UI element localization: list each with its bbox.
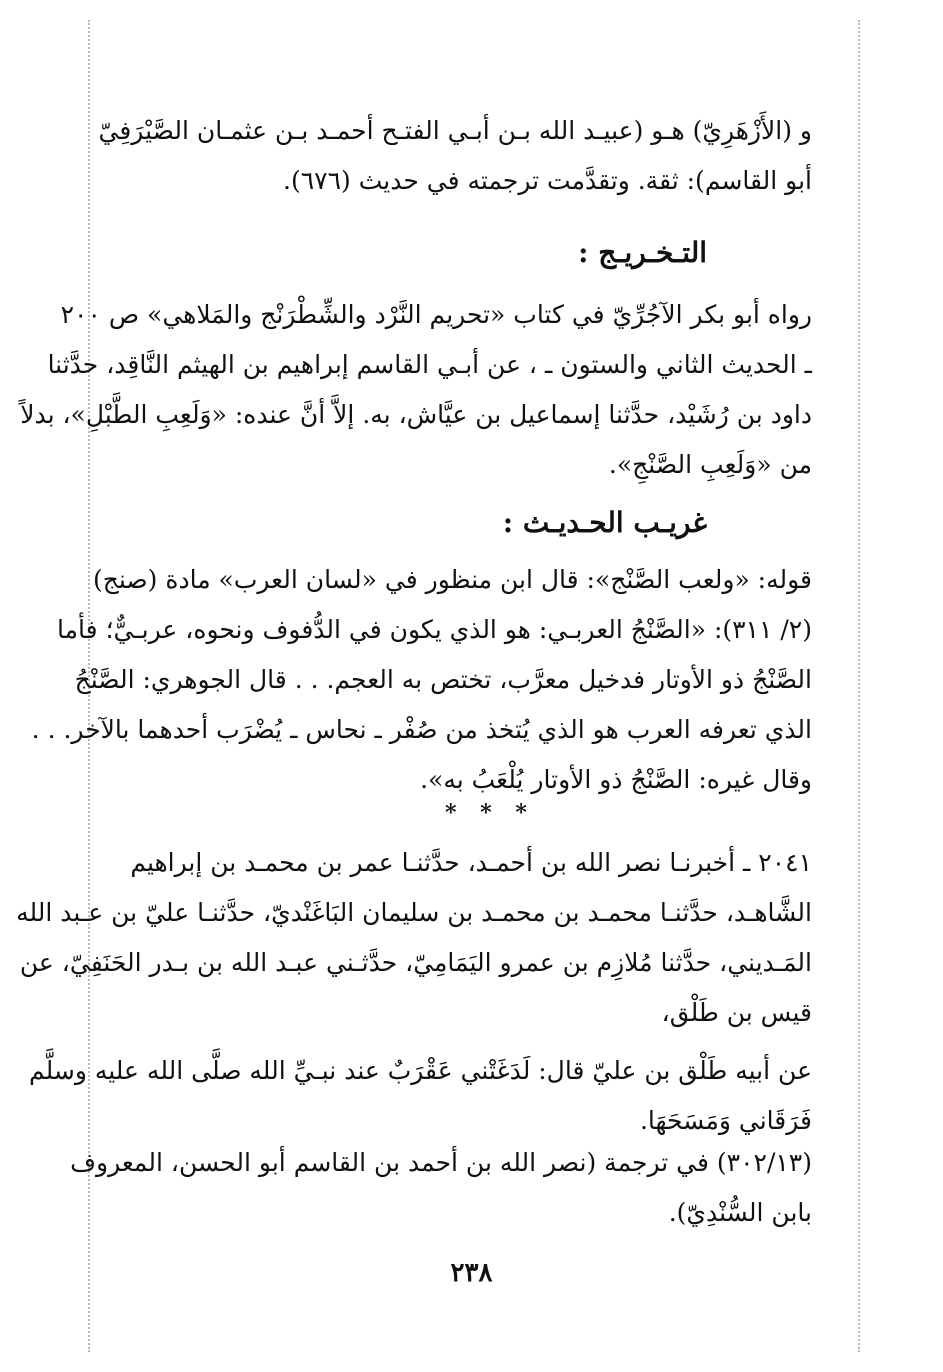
hadith-paragraph <box>16 838 812 1146</box>
text-line: ـ الحديث الثاني والستون ـ ، عن أبـي القاسم إبراهيم بن الهيثم النَّاقِد، حدَّثنا <box>47 350 812 379</box>
section-separator: * * * <box>445 800 535 826</box>
text-line: الشَّاهـد، حدَّثنـا محمـد بن محمـد بن سليمان البَاغَنْديّ، حدَّثنـا عليّ بن عـبد الله <box>16 898 812 927</box>
takhrij-paragraph <box>20 290 812 490</box>
heading-gharib: غريـب الحـديـث : <box>502 506 707 539</box>
text-line: ٢٠٤١ ـ أخبرنـا نصر الله بن أحمـد، حدَّثنـا عمر بن محمـد بن إبراهيم <box>130 848 812 877</box>
text-line: الذي تعرفه العرب هو الذي يُتخذ من صُفْر ـ نحاس ـ يُضْرَب أحدهما بالآخر. . . <box>31 715 812 744</box>
footnote <box>70 1138 812 1238</box>
text-line: (٢/ ٣١١): «الصَّنْجُ العربـي: هو الذي يكون في الدُّفوف ونحوه، عربـيٌّ؛ فأما <box>57 615 812 644</box>
text-line: داود بن رُشَيْد، حدَّثنا إسماعيل بن عيَّاش، به. إلاَّ أنَّ عنده: «وَلَعِبِ الطَّبْلِ»، بدلاً <box>20 400 812 429</box>
page-number: ٢٣٨ <box>450 1258 493 1288</box>
right-margin-dotted-line <box>858 20 860 1352</box>
text-line: و (الأَزْهَرِيّ) هـو (عبيـد الله بـن أبـي الفتـح أحمـد بـن عثمـان الصَّيْرَفِيّ <box>98 116 812 145</box>
text-line: (٣٠٢/١٣) في ترجمة (نصر الله بن أحمد بن القاسم أبو الحسن، المعروف <box>70 1148 812 1177</box>
text-line: بابن السُّنْدِيّ). <box>668 1198 812 1227</box>
text-line: الصَّنْجُ ذو الأوتار فدخيل معرَّب، تختص به العجم. . . قال الجوهري: الصَّنْجُ <box>74 665 812 694</box>
narrator-paragraph <box>100 106 812 206</box>
text-line: من «وَلَعِبِ الصَّنْجِ». <box>608 450 812 479</box>
text-line: أبو القاسم): ثقة. وتقدَّمت ترجمته في حديث (٦٧٦). <box>283 166 812 195</box>
gharib-paragraph <box>31 555 812 805</box>
text-line: قوله: «ولعب الصَّنْج»: قال ابن منظور في «لسان العرب» مادة (صنج) <box>93 565 812 594</box>
heading-takhrij: التـخـريـج : <box>578 236 707 269</box>
text-line: وقال غيره: الصَّنْجُ ذو الأوتار يُلْعَبُ به». <box>420 765 812 794</box>
text-line: فَرَقَاني وَمَسَحَهَا. <box>639 1106 812 1135</box>
text-line: قيس بن طَلْق، <box>661 998 812 1027</box>
text-line: المَـديني، حدَّثنا مُلازِم بن عمرو اليَمَامِيّ، حدَّثـني عبـد الله بن بـدر الحَنَفِيّ، عن <box>19 948 812 977</box>
text-line: رواه أبو بكر الآجُرِّيّ في كتاب «تحريم النَّرْد والشِّطْرَنْج والمَلاهي» ص ٢٠٠ <box>60 300 812 329</box>
text-line: عن أبيه طَلْق بن عليّ قال: لَدَغَتْني عَقْرَبٌ عند نبـيِّ الله صلَّى الله عليه وسلَّم <box>28 1056 812 1085</box>
